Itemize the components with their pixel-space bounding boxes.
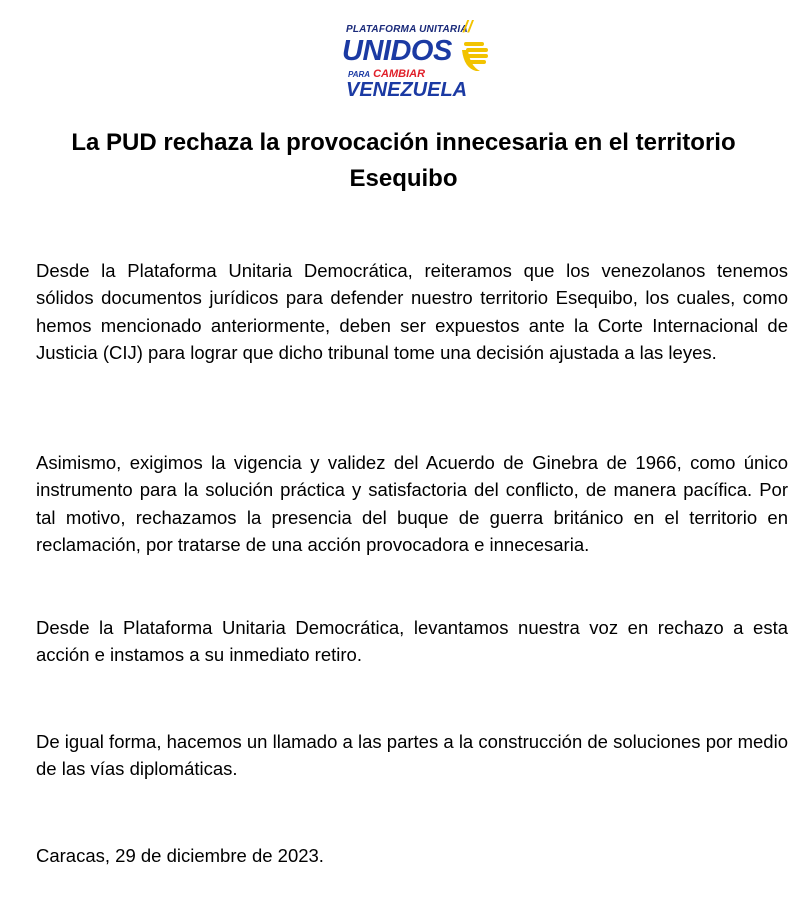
logo-para-cambiar: PARA CAMBIAR [348,68,426,80]
logo-platform-text: PLATAFORMA UNITARIA [346,24,468,35]
raised-hand-icon [460,38,492,74]
closing-date-line: Caracas, 29 de diciembre de 2023. [36,845,324,866]
organization-logo [342,18,492,102]
document-title: La PUD rechaza la provocación innecesaria en el territorio Esequibo [71,129,736,192]
paragraph-2: Asimismo, exigimos la vigencia y validez del Acuerdo de Ginebra de 1966, como único instrumento para la solución práctica y satisfactoria del conflicto, de manera pacífica. Por tal motivo, rechazamos la presencia del buque de guerra británico en el territorio en reclamación, por tratarse de una acción provocadora e innecesaria. [36,452,788,556]
paragraph-3: Desde la Plataforma Unitaria Democrática, levantamos nuestra voz en rechazo a esta acción e instamos a su inmediato retiro. [36,617,788,666]
paragraph-4: De igual forma, hacemos un llamado a las partes a la construcción de soluciones por medio de las vías diplomáticas. [36,731,788,780]
paragraph-1: Desde la Plataforma Unitaria Democrática, reiteramos que los venezolanos tenemos sólidos documentos jurídicos para defender nuestro territorio Esequibo, los cuales, como hemos mencionado anteriormente, deben ser expuestos ante la Corte Internacional de Justicia (CIJ) para lograr que dicho tribunal tome una decisión ajustada a las leyes. [36,260,788,364]
logo-unidos-text: UNIDOS [342,35,452,67]
logo-slash-mark: // [463,17,473,36]
logo-venezuela-text: VENEZUELA [346,79,468,101]
